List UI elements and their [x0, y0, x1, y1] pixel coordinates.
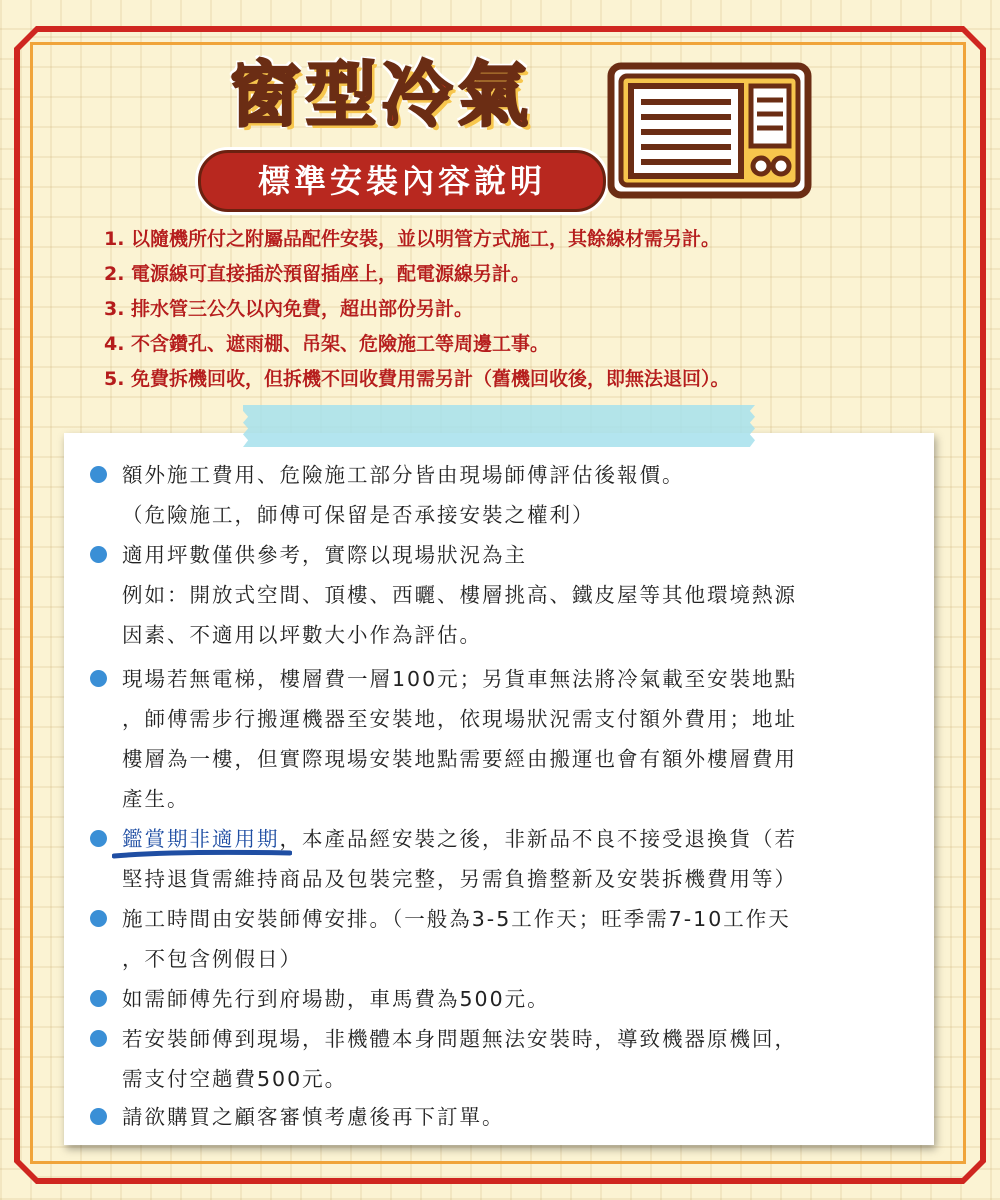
note-line: 需支付空趟費500元。 — [122, 1067, 348, 1091]
note-line: 現場若無電梯，樓層費一層100元；另貨車無法將冷氣載至安裝地點 — [122, 667, 798, 691]
note-line: 施工時間由安裝師傅安排。（一般為3-5工作天；旺季需7-10工作天 — [122, 907, 791, 931]
note-line: ，不包含例假日） — [122, 947, 302, 971]
note-text — [122, 819, 914, 899]
notes-card — [64, 433, 934, 1145]
list-item: 5. 免費拆機回收，但拆機不回收費用需另計（舊機回收後，即無法退回）。 — [104, 368, 730, 390]
note-text — [122, 455, 914, 535]
bullet-dot-icon — [90, 1108, 107, 1125]
bullet-dot-icon — [90, 466, 107, 483]
note-line: 因素、不適用以坪數大小作為評估。 — [122, 623, 482, 647]
page-title: 窗型冷氣 — [230, 53, 534, 136]
highlight-underline — [112, 849, 292, 859]
note-text — [122, 979, 914, 1019]
note-line: 適用坪數僅供參考，實際以現場狀況為主 — [122, 543, 527, 567]
note-text — [122, 1097, 914, 1137]
note-line: 請欲購買之顧客審慎考慮後再下訂單。 — [122, 1105, 505, 1129]
bullet-dot-icon — [90, 670, 107, 687]
bullet-dot-icon — [90, 546, 107, 563]
list-item: 4. 不含鑽孔、遮雨棚、吊架、危險施工等周邊工事。 — [104, 333, 550, 355]
tape-strip — [243, 405, 755, 447]
note-line: 如需師傅先行到府場勘，車馬費為500元。 — [122, 987, 550, 1011]
standard-install-list — [104, 222, 730, 397]
note-text — [122, 659, 914, 819]
list-item: 2. 電源線可直接插於預留插座上，配電源線另計。 — [104, 263, 531, 285]
bullet-dot-icon — [90, 910, 107, 927]
highlight-text: 鑑賞期非適用期 — [122, 827, 280, 851]
list-item: 3. 排水管三公久以內免費，超出部份另計。 — [104, 298, 474, 320]
note-text — [122, 535, 914, 655]
window-air-conditioner-icon — [607, 62, 812, 199]
note-line: 例如：開放式空間、頂樓、西曬、樓層挑高、鐵皮屋等其他環境熱源 — [122, 583, 797, 607]
subtitle-badge: 標準安裝內容說明 — [198, 150, 606, 212]
bullet-dot-icon — [90, 990, 107, 1007]
bullet-dot-icon — [90, 830, 107, 847]
note-line: 樓層為一樓，但實際現場安裝地點需要經由搬運也會有額外樓層費用 — [122, 747, 797, 771]
note-line: 產生。 — [122, 787, 190, 811]
bullet-dot-icon — [90, 1030, 107, 1047]
note-text — [122, 899, 914, 979]
list-item: 1. 以隨機所付之附屬品配件安裝，並以明管方式施工，其餘線材需另計。 — [104, 228, 721, 250]
note-line: 額外施工費用、危險施工部分皆由現場師傅評估後報價。 — [122, 463, 685, 487]
note-line: 堅持退貨需維持商品及包裝完整，另需負擔整新及安裝拆機費用等） — [122, 867, 797, 891]
note-line: （危險施工，師傅可保留是否承接安裝之權利） — [122, 503, 595, 527]
note-line-rest: ，本產品經安裝之後，非新品不良不接受退換貨（若 — [279, 827, 797, 851]
note-line: 若安裝師傅到現場，非機體本身問題無法安裝時，導致機器原機回， — [122, 1027, 797, 1051]
note-line: ，師傅需步行搬運機器至安裝地，依現場狀況需支付額外費用；地址 — [122, 707, 797, 731]
note-text — [122, 1019, 914, 1099]
